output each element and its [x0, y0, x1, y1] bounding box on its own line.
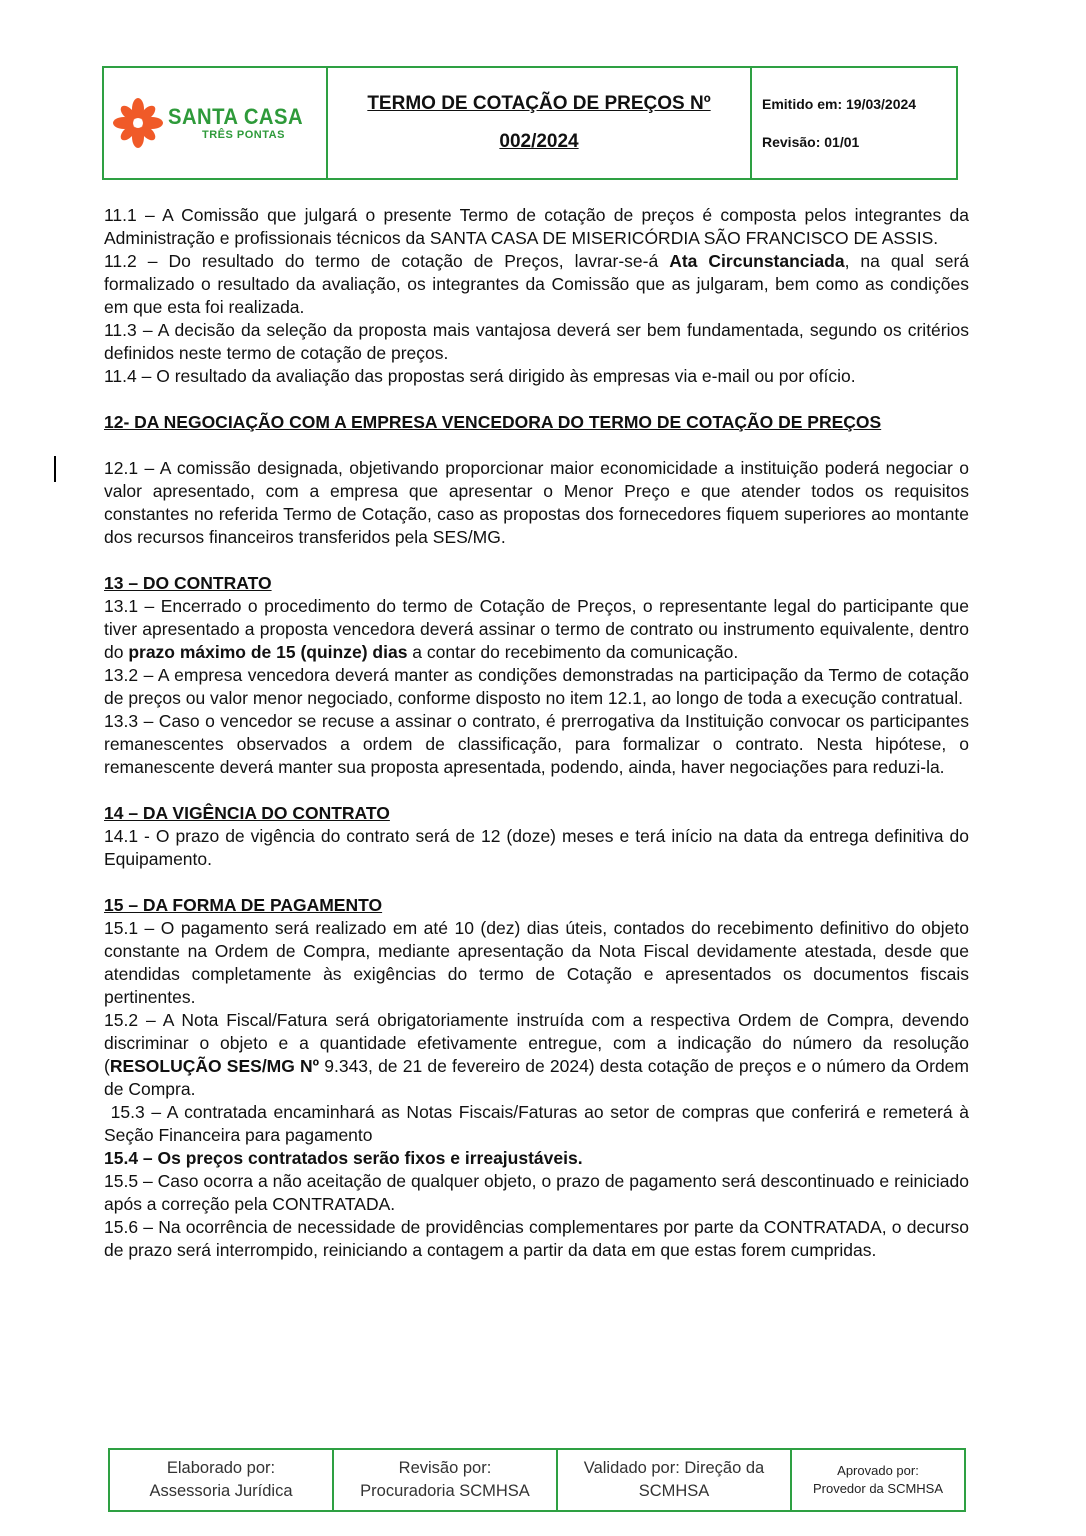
document-title-line2: 002/2024 [499, 131, 579, 152]
clause-12-1: 12.1 – A comissão designada, objetivando proporcionar maior economicidade a instituição poderá negociar o valor apresentado, com a empresa que apresentar o Menor Preço e que atender todos os requisitos constantes no referida Termo de Cotação, caso as propostas dos fornecedores fiquem superiores ao montante dos recursos financeiros transferidos pela SES/MG. [104, 458, 969, 547]
footer-approved-by [792, 1450, 964, 1510]
clause-11-2-bold: Ata Circunstanciada [669, 251, 845, 271]
clause-11-1: 11.1 – A Comissão que julgará o presente Termo de cotação de preços é composta pelos integrantes da Administração e profissionais técnicos da SANTA CASA DE MISERICÓRDIA SÃO FRANCISCO DE ASSIS. [104, 205, 969, 248]
text-cursor [54, 456, 56, 482]
clause-14-1: 14.1 - O prazo de vigência do contrato será de 12 (doze) meses e terá início na data da entrega definitiva do Equipamento. [104, 826, 969, 869]
clause-13-1-bold: prazo máximo de 15 (quinze) dias [128, 642, 408, 662]
clause-13-1-text: 13.1 – Encerrado o procedimento do termo de Cotação de Preços, o representante legal do participante que tiver apresentado a proposta vencedora deverá assinar o termo de contrato ou instrumento equivalente, dentro do [104, 596, 969, 662]
section-12-title: 12- DA NEGOCIAÇÃO COM A EMPRESA VENCEDORA DO TERMO DE COTAÇÃO DE PREÇOS [104, 412, 882, 432]
clause-15-3: 15.3 – A contratada encaminhará as Notas Fiscais/Faturas ao setor de compras que conferirá e remeterá à Seção Financeira para pagamento [104, 1102, 974, 1145]
document-footer [108, 1448, 966, 1512]
section-15-title: 15 – DA FORMA DE PAGAMENTO [104, 895, 383, 915]
document-header [102, 66, 958, 180]
logo-cell [104, 68, 328, 178]
footer-approved-label: Aprovado por: [837, 1463, 919, 1478]
footer-validated-by [558, 1450, 792, 1510]
clause-11-4: 11.4 – O resultado da avaliação das propostas será dirigido às empresas via e-mail ou por ofício. [104, 366, 856, 386]
logo-wordmark [168, 103, 315, 141]
clause-15-5: 15.5 – Caso ocorra a não aceitação de qualquer objeto, o prazo de pagamento será descontinuado e reiniciado após a correção pela CONTRATADA. [104, 1171, 969, 1214]
clause-13-2: 13.2 – A empresa vencedora deverá manter as condições demonstradas na participação da Termo de cotação de preços ou valor menor negociado, conforme disposto no item 12.1, ao longo de toda a execução contratual. [104, 665, 969, 708]
footer-reviewed-label: Revisão por: [398, 1459, 492, 1477]
document-body [104, 204, 974, 1262]
clause-11-2 [104, 250, 969, 319]
clause-11-3: 11.3 – A decisão da seleção da proposta mais vantajosa deverá ser bem fundamentada, segundo os critérios definidos neste termo de cotação de preços. [104, 320, 969, 363]
clause-15-2-text: 15.2 – A Nota Fiscal/Fatura será obrigatoriamente instruída com a respectiva Ordem de Compra, devendo discriminar o objeto e a quantidade efetivamente entregue, com a indicação do número da resolução ( [104, 1010, 969, 1076]
logo-name: SANTA CASA [168, 103, 304, 129]
clause-15-1: 15.1 – O pagamento será realizado em até 10 (dez) dias úteis, contados do recebimento definitivo do objeto constante na Ordem de Compra, mediante apresentação da Nota Fiscal devidamente atestada, desde que atendidas completamente às exigências do termo de Cotação e apresentados os documentos fiscais pertinentes. [104, 918, 969, 1007]
clause-13-1-text-end: a contar do recebimento da comunicação. [407, 642, 739, 662]
clause-15-2 [104, 1009, 969, 1101]
clause-15-2-text-end: 9.343, de 21 de fevereiro de 2024) desta cotação de preços e o número da Ordem de Compra. [104, 1056, 969, 1099]
logo-subname: TRÊS PONTAS [202, 128, 285, 141]
footer-validated-label: Validado por: Direção da [583, 1459, 765, 1477]
document-title-line1: TERMO DE COTAÇÃO DE PREÇOS Nº [367, 93, 711, 114]
footer-reviewed-value: Procuradoria SCMHSA [360, 1482, 530, 1500]
footer-elaborated-by [110, 1450, 334, 1510]
clause-15-6: 15.6 – Na ocorrência de necessidade de providências complementares por parte da CONTRATADA, o decurso de prazo será interrompido, reiniciando a contagem a partir da data em que estas forem cumpridas. [104, 1217, 969, 1260]
clause-15-4: 15.4 – Os preços contratados serão fixos e irreajustáveis. [104, 1148, 583, 1168]
document-title [328, 68, 752, 178]
clause-13-3: 13.3 – Caso o vencedor se recuse a assinar o contrato, é prerrogativa da Instituição convocar os participantes remanescentes observados a ordem de classificação, para formalizar o contrato. Nesta hipótese, o remanescente deverá manter sua proposta apresentada, podendo, ainda, haver negociações para reduzi-la. [104, 711, 969, 777]
footer-elaborated-value: Assessoria Jurídica [149, 1482, 293, 1500]
section-13-title: 13 – DO CONTRATO [104, 573, 272, 593]
revision-number: Revisão: 01/01 [762, 134, 860, 150]
document-meta [752, 68, 956, 178]
clause-15-2-bold: RESOLUÇÃO SES/MG Nº [109, 1056, 320, 1076]
santa-casa-flower-logo-icon [112, 97, 164, 149]
footer-elaborated-label: Elaborado por: [166, 1459, 276, 1477]
clause-13-1 [104, 595, 969, 664]
clause-11-2-text: 11.2 – Do resultado do termo de cotação de Preços, lavrar-se-á [104, 251, 670, 271]
footer-validated-value: SCMHSA [638, 1482, 710, 1500]
footer-approved-value: Provedor da SCMHSA [812, 1481, 944, 1496]
section-14-title: 14 – DA VIGÊNCIA DO CONTRATO [104, 803, 390, 823]
clause-11-2-text-end: , na qual será formalizado o resultado da avaliação, os integrantes da Comissão que as julgaram, bem como as condições em que esta foi realizada. [104, 251, 970, 317]
issued-date: Emitido em: 19/03/2024 [762, 96, 917, 112]
footer-reviewed-by [334, 1450, 558, 1510]
